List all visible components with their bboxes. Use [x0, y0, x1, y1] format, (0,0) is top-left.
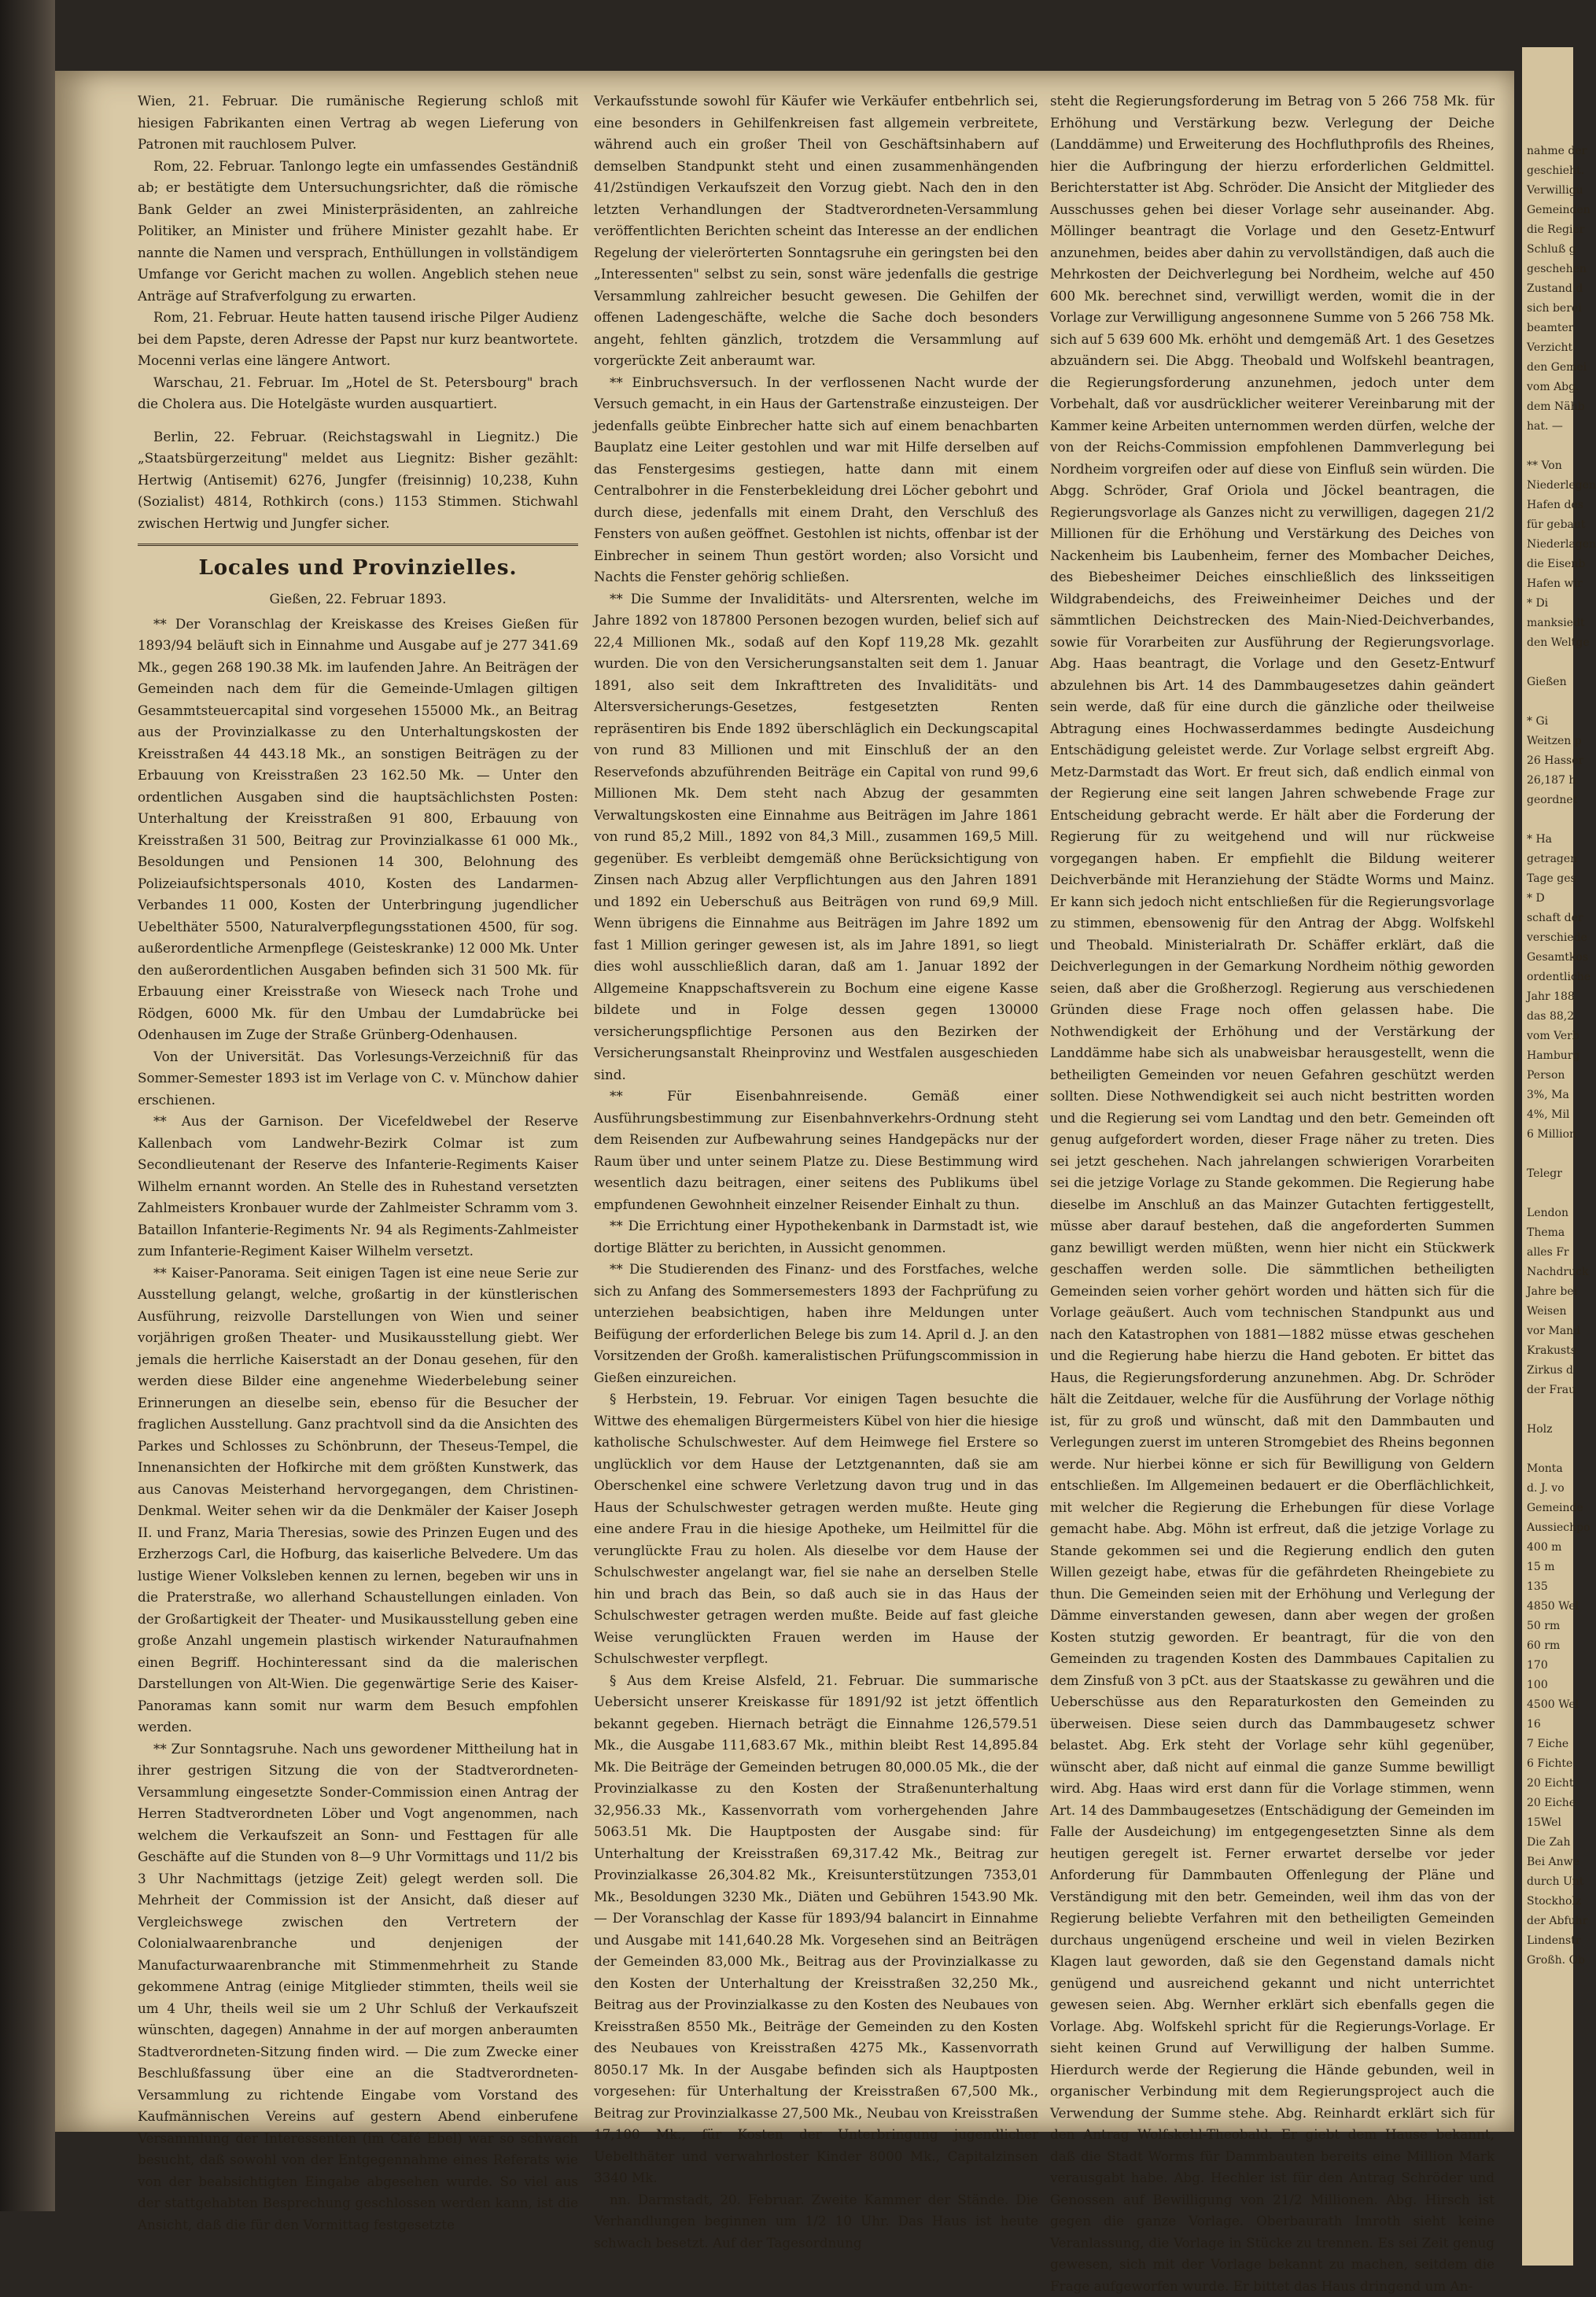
- news-item: ** Kaiser-Panorama. Seit einigen Tagen ist eine neue Serie zur Ausstellung gelangt, welche, großartig in der künstlerischen Ausführung, reizvolle Darstellungen von Wien und seiner vorjährigen großen Theater- und Musikausstellung giebt. Wer jemals die herrliche Kaiserstadt an der Donau gesehen, für den werden diese Bilder eine angenehme Wiederbelebung seiner Erinnerungen an dieselbe sein, ebenso für die Besucher der fraglichen Ausstellung. Ganz prachtvoll sind da die Ansichten des Parkes und Schlosses zu Schönbrunn, der Theseus-Tempel, die Innenansichten der Hofkirche mit dem größten Kunstwerk, das aus Canovas Meisterhand hervorgegangen, dem Christinen-Denkmal. Weiter sehen wir da die Denkmäler der Kaiser Joseph II. und Franz, Maria Theresias, sowie des Prinzen Eugen und des Erzherzogs Carl, die Hofburg, das kaiserliche Belvedere. Um das lustige Wiener Volksleben kennen zu lernen, begeben wir uns in die Praterstraße, wo allerhand Schaustellungen einladen. Von der Großartigkeit der Theater- und Musikausstellung geben eine große Anzahl ungemein plastisch wirkender Naturaufnahmen einen Begriff. Hochinteressant sind da die malerischen Darstellungen von Alt-Wien. Die gegenwärtige Serie des Kaiser-Panoramas kann somit nur warm dem Besuch empfohlen werden.: [138, 1264, 578, 1735]
- adjacent-page-line: Gemeinde: [1527, 1502, 1583, 1514]
- news-item: ** Einbruchsversuch. In der verflossenen Nacht wurde der Versuch gemacht, in ein Haus der Gartenstraße einzusteigen. Der jedenfalls geübte Einbrecher hatte sich auf einem benachbarten Bauplatz eine Leiter gestohlen und war mit Hilfe derselben auf das Fenstergesims gestiegen, hatte dann mit einem Centralbohrer in die Fensterbekleidung drei Löcher gebohrt und durch diese, jedenfalls mit einem Draht, den Verschluß des Fensters von außen geöffnet. Gestohlen ist nichts, offenbar ist der Einbrecher in seinem Thun gestört worden; also Vorsicht und Nachts die Fenster gehörig schließen.: [594, 374, 1038, 584]
- news-item: Verkaufsstunde sowohl für Käufer wie Verkäufer entbehrlich sei, eine besonders in Gehilfenkreisen fast allgemein verbreitete, während auch ein großer Theil von Geschäftsinhabern auf demselben Standpunkt steht und einen zusammenhängenden 41/2stündigen Verkaufszeit den Vorzug giebt. Nach den in den letzten Verhandlungen der Stadtverordneten-Versammlung veröffentlichten Berichten scheint das Interesse an der endlichen Regelung der vielerörterten Sonntagsruhe ein geringsten bei den „Interessenten" selbst zu sein, sonst wäre jedenfalls die gestrige Versammlung zahlreicher besucht gewesen. Die Gehilfen der offenen Ladengeschäfte, welche die Sache doch besonders angeht, fehlten gänzlich, trotzdem die Versammlung auf vorgerückte Zeit anberaumt war.: [594, 93, 1038, 368]
- adjacent-page-edge: [1522, 47, 1596, 2266]
- adjacent-page-line: Verwilligu: [1527, 184, 1583, 197]
- adjacent-page-line: vom Verb: [1527, 1030, 1579, 1042]
- adjacent-page-line: [1522, 692, 1573, 712]
- news-item: ** Die Errichtung einer Hypothekenbank in Darmstadt ist, wie dortige Blätter zu berichten, in Aussicht genommen.: [594, 1218, 1038, 1255]
- adjacent-page-line: sich berei: [1527, 302, 1582, 315]
- adjacent-page-line: * Gi: [1527, 715, 1549, 728]
- adjacent-page-line: Hafen wir: [1527, 577, 1583, 590]
- adjacent-page-line: alles Fr: [1527, 1246, 1569, 1259]
- adjacent-page-line: vor Mand: [1527, 1325, 1581, 1337]
- news-item: ** Zur Sonntagsruhe. Nach uns gewordener Mittheilung hat in ihrer gestrigen Sitzung die von der Stadtverordneten-Versammlung eingesetzte Sonder-Commission einen Antrag der Herren Stadtverordneten Löber und Vogt angenommen, nach welchem die Verkaufszeit an Sonn- und Festtagen für alle Geschäfte auf die Stunden von 8—9 Uhr Vormittags und 11/2 bis 3 Uhr Nachmittags (jetzige Zeit) gelegt werden soll. Die Mehrheit der Commission ist der Ansicht, daß dieser auf Vergleichswege zwischen den Vertretern der Colonialwaarenbranche und denjenigen der Manufacturwaarenbranche mit Stimmenmehrheit zu Stande gekommene Antrag (einige Mitglieder stimmten, theils weil sie um 4 Uhr, theils weil sie um 2 Uhr Schluß der Verkaufszeit wünschten, dagegen) Annahme in der auf morgen anberaumten Stadtverordneten-Sitzung finden wird. — Die zum Zwecke einer Beschlußfassung über eine an die Stadtverordneten-Versammlung zu richtende Eingabe vom Vorstand des Kaufmännischen Vereins auf gestern Abend einberufene Versammlung der Interessenten (im Café Ebel) war so schwach besucht, daß sowohl von der Entgegennahme eines Referats wie von der beabsichtigten Eingabe abgesehen wurde. So viel aus der stattgehabten Besprechung geschlossen werden kann, ist die Ansicht, daß die für den Vormittag festgesetzte: [138, 1740, 578, 2232]
- adjacent-page-line: geschieht.: [1527, 164, 1585, 177]
- adjacent-page-line: Thema: [1527, 1226, 1565, 1239]
- adjacent-page-line: Stockholz: [1527, 1895, 1582, 1908]
- adjacent-page-line: [1522, 1400, 1573, 1420]
- news-item: ** Für Eisenbahnreisende. Gemäß einer Ausführungsbestimmung zur Eisenbahnverkehrs-Ordnung steht dem Reisenden zur Aufbewahrung seines Handgepäcks nur der Raum über und unter seinem Platze zu. Diese Bestimmung wird wesentlich dazu beitragen, einer seitens des Publikums übel empfundenen Gewohnheit einzelner Reisender Einhalt zu thun.: [594, 1088, 1038, 1212]
- adjacent-page-line: Lindenstr: [1527, 1934, 1581, 1947]
- adjacent-page-line: manksiedt: [1527, 617, 1585, 629]
- adjacent-page-line: Weitzen p: [1527, 735, 1582, 747]
- adjacent-page-line: Gemeinden: [1527, 204, 1590, 216]
- adjacent-page-line: vom Abg.: [1527, 381, 1579, 393]
- adjacent-page-line: verschiede: [1527, 931, 1587, 944]
- adjacent-page-line: 6 Million: [1527, 1128, 1577, 1141]
- adjacent-page-line: das 88,2: [1527, 1010, 1575, 1023]
- adjacent-page-line: [1522, 810, 1573, 830]
- adjacent-page-line: [1522, 1145, 1573, 1164]
- news-item: ** Die Studierenden des Finanz- und des Forstfaches, welche sich zu Anfang des Sommersemesters 1893 der Fachprüfung zu unterziehen beabsichtigen, haben ihre Meldungen unter Beifügung der erforderlichen Belege bis zum 14. April d. J. an den Vorsitzenden der Großh. kameralistischen Prüfungscommission in Gießen einzureichen.: [594, 1261, 1038, 1385]
- adjacent-page-line: Person: [1527, 1069, 1565, 1082]
- adjacent-page-line: Monta: [1527, 1462, 1563, 1475]
- adjacent-page-line: 400 m: [1527, 1541, 1562, 1554]
- adjacent-page-line: 170: [1527, 1659, 1548, 1672]
- adjacent-page-line: 4%, Mil: [1527, 1108, 1570, 1121]
- book-spine: [0, 0, 55, 2211]
- column-2: [594, 90, 1038, 2254]
- adjacent-page-line: den Gemei: [1527, 361, 1587, 374]
- adjacent-page-line: Telegr: [1527, 1167, 1562, 1180]
- adjacent-page-line: Bei Anwe: [1527, 1856, 1579, 1868]
- adjacent-page-line: 3%, Ma: [1527, 1089, 1569, 1101]
- adjacent-page-line: [1522, 653, 1573, 673]
- adjacent-page-line: * Di: [1527, 597, 1549, 610]
- adjacent-page-line: [1522, 437, 1573, 456]
- news-item: Warschau, 21. Februar. Im „Hotel de St. Petersbourg" brach die Cholera aus. Die Hotelgäste wurden ausquartiert.: [138, 374, 578, 411]
- adjacent-page-line: die Eisenb: [1527, 558, 1586, 570]
- adjacent-page-line: beamter: [1527, 322, 1574, 334]
- adjacent-page-line: Niederlegen: [1527, 479, 1596, 492]
- news-item: Berlin, 22. Februar. (Reichstagswahl in Liegnitz.) Die „Staatsbürgerzeitung" meldet aus Liegnitz: Bisher gezählt: Hertwig (Antisemit) 6276, Jungfer (freisinnig) 10,238, Kuhn (Sozialist) 4814, Rothkirch (cons.) 1153 Stimmen. Stichwahl zwischen Hertwig und Jungfer sicher.: [138, 428, 578, 531]
- adjacent-page-line: * D: [1527, 892, 1545, 905]
- adjacent-page-line: geordnet: [1527, 794, 1578, 806]
- news-item: ** Aus der Garnison. Der Vicefeldwebel der Reserve Kallenbach vom Landwehr-Bezirk Colmar ist zum Secondlieutenant der Reserve des Infanterie-Regiments Kaiser Wilhelm ernannt worden. An Stelle des in Ruhestand versetzten Zahlmeisters Kronbauer wurde der Zahlmeister Schramm vom 3. Bataillon Infanterie-Regiments Nr. 94 als Regiments-Zahlmeister zum Infanterie-Regiment Kaiser Wilhelm versetzt.: [138, 1113, 578, 1259]
- adjacent-page-line: Lendon: [1527, 1207, 1569, 1219]
- adjacent-page-line: Gesamtkos: [1527, 951, 1588, 964]
- adjacent-page-line: 20 Eicht: [1527, 1777, 1574, 1790]
- adjacent-page-line: Großh. Ob: [1527, 1954, 1586, 1967]
- news-item: Wien, 21. Februar. Die rumänische Regierung schloß mit hiesigen Fabrikanten einen Vertrag ab wegen Lieferung von Patronen mit rauchlosem Pulver.: [138, 93, 578, 152]
- adjacent-page-line: 6 Fichte: [1527, 1757, 1573, 1770]
- adjacent-page-line: 50 rm: [1527, 1620, 1561, 1632]
- adjacent-page-line: 15Wel: [1527, 1816, 1561, 1829]
- adjacent-page-line: Krakusts: [1527, 1344, 1576, 1357]
- adjacent-page-line: Zirkus d: [1527, 1364, 1573, 1377]
- news-item: Rom, 22. Februar. Tanlongo legte ein umfassendes Geständniß ab; er bestätigte dem Untersuchungsrichter, daß die römische Bank Gelder an zwei Ministerpräsidenten, an zahlreiche Politiker, an Minister und frühere Minister gezahlt habe. Er nannte die Namen und versprach, Enthüllungen in vollständigem Umfange vor Gericht machen zu wollen. Angeblich stehen neue Anträge auf Strafverfolgung zu erwarten.: [138, 157, 578, 304]
- news-item: § Herbstein, 19. Februar. Vor einigen Tagen besuchte die Wittwe des ehemaligen Bürgermeisters Kübel von hier die hiesige katholische Schulschwester. Auf dem Heimwege fiel Erstere so unglücklich vor dem Hause der Letztgenannten, daß sie am Oberschenkel eine schwere Verletzung davon trug und in das Haus der Schulschwester getragen werden mußte. Heute ging eine andere Frau in die hiesige Apotheke, um Heilmittel für die verunglückte Frau zu holen. Als dieselbe vor dem Hause der Schulschwester angelangt war, fiel sie nahe an derselben Stelle hin und brach das Bein, so daß auch sie in das Haus der Schulschwester getragen werden mußte. Beide auf fast gleiche Weise verunglückten Frauen werden im Hause der Schulschwester verpflegt.: [594, 1391, 1038, 1666]
- adjacent-page-line: hat. —: [1527, 420, 1563, 433]
- adjacent-page-line: [1522, 1440, 1573, 1459]
- adjacent-page-line: ** Von: [1527, 459, 1562, 472]
- adjacent-page-line: schaft der: [1527, 912, 1583, 924]
- adjacent-page-line: Verzicht: [1527, 341, 1573, 354]
- adjacent-page-line: 7 Eiche: [1527, 1738, 1569, 1750]
- column-3: [1050, 90, 1495, 2297]
- adjacent-page-line: durch Unt: [1527, 1875, 1584, 1888]
- news-item: ** Die Summe der Invaliditäts- und Altersrenten, welche im Jahre 1892 von 187800 Personen bezogen wurden, belief sich auf 22,4 Millionen Mk., sodaß auf den Kopf 119,28 Mk. gezahlt wurden. Die von den Versicherungsanstalten seit dem 1. Januar 1891, also seit dem Inkrafttreten des Invaliditäts- und Altersversicherungs-Gesetzes, festgesetzten Renten repräsentiren bis Ende 1892 überschläglich ein Deckungscapital von rund 83 Millionen und mit Einschluß der an den Reservefonds abzuführenden Beiträge ein Capital von rund 99,6 Millionen Mk. Dem steht nach Abzug der gesammten Verwaltungskosten eine Einnahme aus Beiträgen im Jahre 1861 von rund 85,2 Mill., 1892 von 84,3 Mill., zusammen 169,5 Mill. gegenüber. Es verbleibt demgemäß ohne Berücksichtigung von Zinsen nach Abzug aller Verpflichtungen aus den Jahren 1891 und 1892 ein Ueberschuß aus Beiträgen von rund 69,9 Mill. Wenn übrigens die Einnahme aus Beiträgen im Jahre 1892 um fast 1 Million geringer gewesen ist, als im Jahre 1891, so liegt dies wohl ausschließlich daran, daß am 1. Januar 1892 der Allgemeine Knappschaftsverein zu Bochum eine eigene Kasse bildete und in Folge dessen gegen 130000 versicherungspflichtige Personen aus den Bezirken der Versicherungsanstalt Rheinprovinz und Westfalen ausgeschieden sind.: [594, 590, 1038, 1082]
- adjacent-page-line: Weisen: [1527, 1305, 1567, 1318]
- adjacent-page-line: 100: [1527, 1679, 1548, 1691]
- news-item: nn. Darmstadt, 20. Februar. Zweite Kammer der Stände. Die Verhandlungen beginnen um 1/2 10 Uhr. Das Haus ist heute schwach besetzt. Auf der Tagesordnung: [594, 2191, 1038, 2251]
- section-divider: [138, 544, 578, 546]
- adjacent-page-line: 4500 Wel: [1527, 1698, 1579, 1711]
- adjacent-page-line: Holz: [1527, 1423, 1553, 1436]
- adjacent-page-line: 20 Eiche: [1527, 1797, 1576, 1809]
- adjacent-page-line: nahme der: [1527, 145, 1587, 157]
- dateline: Gießen, 22. Februar 1893.: [269, 591, 447, 607]
- adjacent-page-line: 26 Hasser: [1527, 754, 1584, 767]
- adjacent-page-line: getragen: [1527, 853, 1578, 865]
- adjacent-page-line: geschehen: [1527, 263, 1587, 275]
- adjacent-page-line: Gießen: [1527, 676, 1567, 688]
- adjacent-page-line: 135: [1527, 1580, 1548, 1593]
- adjacent-page-line: * Ha: [1527, 833, 1553, 846]
- column-1: [138, 90, 578, 2236]
- adjacent-page-line: 26,187 h: [1527, 774, 1576, 787]
- adjacent-page-line: [1522, 1184, 1573, 1204]
- adjacent-page-line: Jahr 188: [1527, 990, 1575, 1003]
- adjacent-page-line: Aussiechpo: [1527, 1521, 1590, 1534]
- adjacent-page-line: der Frau: [1527, 1384, 1576, 1396]
- adjacent-page-line: Jahre bei: [1527, 1285, 1578, 1298]
- adjacent-page-line: Hafen des: [1527, 499, 1583, 511]
- adjacent-page-line: Hamburg: [1527, 1049, 1580, 1062]
- adjacent-page-line: Nachdruck: [1527, 1266, 1589, 1278]
- adjacent-page-line: Zustand d: [1527, 282, 1583, 295]
- adjacent-page-line: d. J. vo: [1527, 1482, 1565, 1495]
- adjacent-page-line: der Abfuhr: [1527, 1915, 1588, 1927]
- adjacent-page-line: den Weltge: [1527, 636, 1590, 649]
- adjacent-page-line: 4850 Wel: [1527, 1600, 1579, 1613]
- adjacent-page-line: dem Nähb: [1527, 400, 1585, 413]
- adjacent-page-line: die Regier: [1527, 223, 1585, 236]
- news-item: Rom, 21. Februar. Heute hatten tausend irische Pilger Audienz bei dem Papste, deren Adresse der Papst nur kurz beantwortete. Mocenni verlas eine längere Antwort.: [138, 309, 578, 368]
- adjacent-page-line: Niederlagen: [1527, 538, 1596, 551]
- adjacent-page-line: Die Zah: [1527, 1836, 1571, 1849]
- adjacent-page-line: ordentliche: [1527, 971, 1591, 983]
- adjacent-page-line: 15 m: [1527, 1561, 1555, 1573]
- news-item: § Aus dem Kreise Alsfeld, 21. Februar. Die summarische Uebersicht unserer Kreiskasse für 1891/92 ist jetzt öffentlich bekannt gegeben. Hiernach beträgt die Einnahme 126,579.51 Mk., die Ausgabe 111,683.67 Mk., mithin bleibt Rest 14,895.84 Mk. Die Beiträge der Gemeinden betrugen 80,000.05 Mk., die der Provinzialkasse zu den Kosten der Straßenunterhaltung 32,956.33 Mk., Kassenvorrath vom vorhergehenden Jahre 5063.51 Mk. Die Hauptposten der Ausgabe sind: für Unterhaltung der Kreisstraßen 69,317.42 Mk., Beitrag zur Provinzialkasse 26,304.82 Mk., Kreisunterstützungen 7353,01 Mk., Besoldungen 3230 Mk., Diäten und Gebühren 1543.90 Mk. — Der Voranschlag der Kasse für 1893/94 balancirt in Einnahme und Ausgabe mit 141,640.28 Mk. Vorgesehen sind an Beiträgen der Gemeinden 83,000 Mk., Beitrag aus der Provinzialkasse zu den Kosten der Unterhaltung der Kreisstraßen 32,250 Mk., Beitrag aus der Provinzialkasse zu den Kosten des Neubaues von Kreisstraßen 8550 Mk., Beiträge der Gemeinden zu den Kosten des Neubaues von Kreisstraßen 4275 Mk., Kassenvorrath 8050.17 Mk. In der Ausgabe befinden sich als Hauptposten vorgesehen: für Unterhaltung der Kreisstraßen 67,500 Mk., Beitrag zur Provinzialkasse 27,500 Mk., Neubau von Kreisstraßen 17,100 Mk., für Kosten der Unterbringung jugendlicher Uebelthäter und verwahrloster Kinder 8000 Mk., Capitalzinsen 3340 Mk.: [594, 1672, 1038, 2185]
- news-item: ** Der Voranschlag der Kreiskasse des Kreises Gießen für 1893/94 beläuft sich in Einnahme und Ausgabe auf je 277 341.69 Mk., gegen 268 190.38 Mk. im laufenden Jahre. An Beiträgen der Gemeinden nach dem für die Gemeinde-Umlagen giltigen Gesammtsteuercapital sind vorgesehen 155000 Mk., an Beitrag aus der Provinzialkasse zu den Unterhaltungskosten der Kreisstraßen 44 443.18 Mk., an sonstigen Beiträgen zu der Erbauung von Kreisstraßen 23 162.50 Mk. — Unter den ordentlichen Ausgaben sind die hauptsächlichsten Posten: Unterhaltung der Kreisstraßen 91 800, Erbauung von Kreisstraßen 31 500, Beitrag zur Provinzialkasse 61 000 Mk., Besoldungen und Pensionen 14 300, Belohnung des Polizeiaufsichtspersonals 4010, Kosten des Landarmen-Verbandes 11 000, Kosten der Unterbringung jugendlicher Uebelthäter 5500, Naturalverpflegungsstationen 4500, für sog. außerordentliche Armenpflege (Geisteskranke) 12 000 Mk. Unter den außerordentlichen Ausgaben befinden sich 31 500 Mk. für Erbauung einer Kreisstraße von Wieseck nach Trohe und Rödgen, 6000 Mk. für den Umbau der Lumdabrücke bei Odenhausen im Zuge der Straße Grünberg-Odenhausen.: [138, 615, 578, 1042]
- adjacent-page-line: 60 rm: [1527, 1639, 1561, 1652]
- adjacent-page-line: für gebaut: [1527, 518, 1586, 531]
- news-item: Von der Universität. Das Vorlesungs-Verzeichniß für das Sommer-Semester 1893 ist im Verlage von C. v. Münchow dahier erschienen.: [138, 1048, 578, 1108]
- adjacent-page-line: Schluß g: [1527, 243, 1576, 256]
- section-title: Locales und Provinzielles.: [198, 556, 518, 580]
- adjacent-page-line: 16: [1527, 1718, 1541, 1731]
- adjacent-page-line: Tage ges: [1527, 872, 1576, 885]
- news-item: steht die Regierungsforderung im Betrag von 5 266 758 Mk. für Erhöhung und Verstärkung bezw. Verlegung der Deiche (Landdämme) und Erweiterung des Hochfluthprofils des Rheines, hier die Aufbringung der hierzu erforderlichen Geldmittel. Berichterstatter ist Abg. Schröder. Die Ansicht der Mitglieder des Ausschusses gehen bei dieser Vorlage sehr auseinander. Abg. Möllinger beantragt die Vorlage und den Gesetz-Entwurf anzunehmen, beides aber dahin zu vervollständigen, daß auch die Mehrkosten der Deichverlegung bei Nordheim, welche auf 450 600 Mk. berechnet sind, verwilligt werden, womit die in der Vorlage zur Verwilligung angesonnene Summe von 5 266 758 Mk. sich auf 5 639 600 Mk. erhöht und demgemäß Art. 1 des Gesetzes abzuändern sei. Die Abgg. Theobald und Wolfskehl beantragen, die Regierungsforderung anzunehmen, jedoch unter dem Vorbehalt, daß vor ausdrücklicher weiterer Vereinbarung mit der Kammer keine Arbeiten unternommen werden dürfen, welche der von der Reichs-Commission empfohlenen Dammverlegung bei Nordheim vorgreifen oder auf diese von Einfluß sein würden. Die Abgg. Schröder, Graf Oriola und Jöckel beantragen, die Regierungsvorlage als Ganzes nicht zu verwilligen, dagegen 21/2 Millionen für die Erhöhung und Verstärkung des Deiches von Nackenheim bis Laubenheim, ferner des Mombacher Deiches, des Biebesheimer Deiches einschließlich des linksseitigen Wildgrabendeichs, des Freiweinheimer Deiches und der sämmtlichen Deichstrecken des Main-Nied-Deichverbandes, sowie für Vorarbeiten zur Ausführung der Regierungsvorlage. Abg. Haas beantragt, die Vorlage und den Gesetz-Entwurf abzulehnen bis Art. 14 des Dammbaugesetzes dahin geändert sein werde, daß für eine durch die gänzliche oder theilweise Abtragung eines Hochwasserdammes bedingte Ausdeichung Entschädigung geleistet werde. Zur Vorlage selbst ergreift Abg. Metz-Darmstadt das Wort. Er freut sich, daß endlich einmal von der Regierung eine seit langen Jahren schwebende Frage zur Entscheidung gebracht werde. Er hält aber die Forderung der Regierung für zu weitgehend und will nur rückweise vorgegangen haben. Er empfiehlt die Bildung weiterer Deichverbände mit Heranziehung der Städte Worms und Mainz. Er kann sich jedoch nicht entschließen für die Regierungsvorlage zu stimmen, ebensowenig für den Antrag der Abgg. Wolfskehl und Theobald. Ministerialrath Dr. Schäffer erklärt, daß die Deichverlegungen in der Gemarkung Nordheim nöthig geworden seien, daß aber die Großherzogl. Regierung aus verschiedenen Gründen diese Frage noch offen gelassen habe. Die Nothwendigkeit der Erhöhung und der Verstärkung der Landdämme habe sich als unabweisbar herausgestellt, wenn die betheiligten Gemeinden vor neuen Gefahren geschützt werden sollten. Diese Nothwendigkeit sei auch nicht bestritten worden und die Regierung sei vom Landtag und den betr. Gemeinden oft genug aufgefordert worden, dieser Frage näher zu treten. Dies sei jetzt geschehen. Nach jahrelangen schwierigen Vorarbeiten sei die jetzige Vorlage zu Stande gekommen. Die Regierung habe dieselbe im Anschluß an das Mainzer Gutachten fertiggestellt, müsse aber darauf bestehen, daß die angeforderten Summen ganz bewilligt werden müßten, wenn hier nicht ein Stückwerk geschaffen werden solle. Die sämmtlichen betheiligten Gemeinden seien vorher gehört worden und hätten sich für die Vorlage geäußert. Auch vom technischen Standpunkt aus und nach den Katastrophen von 1881—1882 müsse etwas geschehen und die Regierung habe hierzu die Hand geboten. Er bittet das Haus, die Regierungsforderung anzunehmen. Abg. Dr. Schröder hält die Zeitdauer, welche für die Ausführung der Vorlage nöthig ist, für zu groß und wünscht, daß mit den Dammbauten und Verlegungen zuerst im unteren Stromgebiet des Rheins begonnen werde. Nur hierbei könne er sich für Bewilligung von Geldern entschließen. Im Allgemeinen bedauert er die Oberflächlichkeit, mit welcher die Regierung die Erhebungen für diese Vorlage gemacht habe. Abg. Möhn ist erfreut, daß die jetzige Vorlage zu Stande gekommen sei und die Regierung endlich den guten Willen gezeigt habe, etwas für die gefährdeten Rheingebiete zu thun. Die Gemeinden seien mit der Erhöhung und Verlegung der Dämme einverstanden gewesen, dann aber wegen der großen Kosten stutzig geworden. Er beantragt, für die von den Gemeinden zu tragenden Kosten des Dammbaues Capitalien zu dem Zinsfuß von 3 pCt. aus der Staatskasse zu gewähren und die Ueberschüsse aus den Reparaturkosten den Gemeinden zu überweisen. Diese seien durch das Dammbaugesetz schwer belastet. Abg. Erk steht der Vorlage sehr kühl gegenüber, wünscht aber, daß nicht auf einmal die ganze Summe bewilligt wird. Abg. Haas wird erst dann für die Vorlage stimmen, wenn Art. 14 des Dammbaugesetzes (Entschädigung der Gemeinden im Falle der Ausdeichung) im entgegengesetzten Sinne als dem heutigen geregelt ist. Ferner erwartet derselbe vor jeder Anforderung für Dammbauten Offenlegung der Pläne und Verständigung mit den betr. Gemeinden, weil ihm das von der Regierung beliebte Verfahren mit den betheiligten Gemeinden durchaus ungenügend erscheine und weil in vielen Bezirken Klagen laut geworden, daß sie den Gegenstand damals nicht genügend und ausreichend gekannt und nicht unterrichtet gewesen seien. Abg. Wernher erklärt sich ebenfalls gegen die Vorlage. Abg. Wolfskehl spricht für die Regierungs-Vorlage. Er sieht keinen Grund auf Verwilligung der halben Summe. Hierdurch werde der Regierung die Hände gebunden, weil in organischer Verbindung mit dem Regierungsproject auch die Verwendung der Summe stehe. Abg. Reinhardt erklärt sich für den Antrag Wolfskehl-Theobald. Er giebt dem Hause bekannt, daß die Stadt Worms für Dammbauten bereits eine Million Mark verausgabt habe. Abg. Hechler ist für den Antrag Schröder und Genossen auf Bewilligung von 21/2 Millionen. Abg. Hirsch ist gegen die ganze Vorlage. Oberbaurath Imroth sieht keine Veranlassung, die Vorlage in Stücke zu trennen. Es sei Zeit genug gewesen, sich mit der Vorlage bekannt zu machen, seitdem die Frage aufgeworfen wurde. Er bittet das Haus dringend um An-: [1050, 93, 1495, 2294]
